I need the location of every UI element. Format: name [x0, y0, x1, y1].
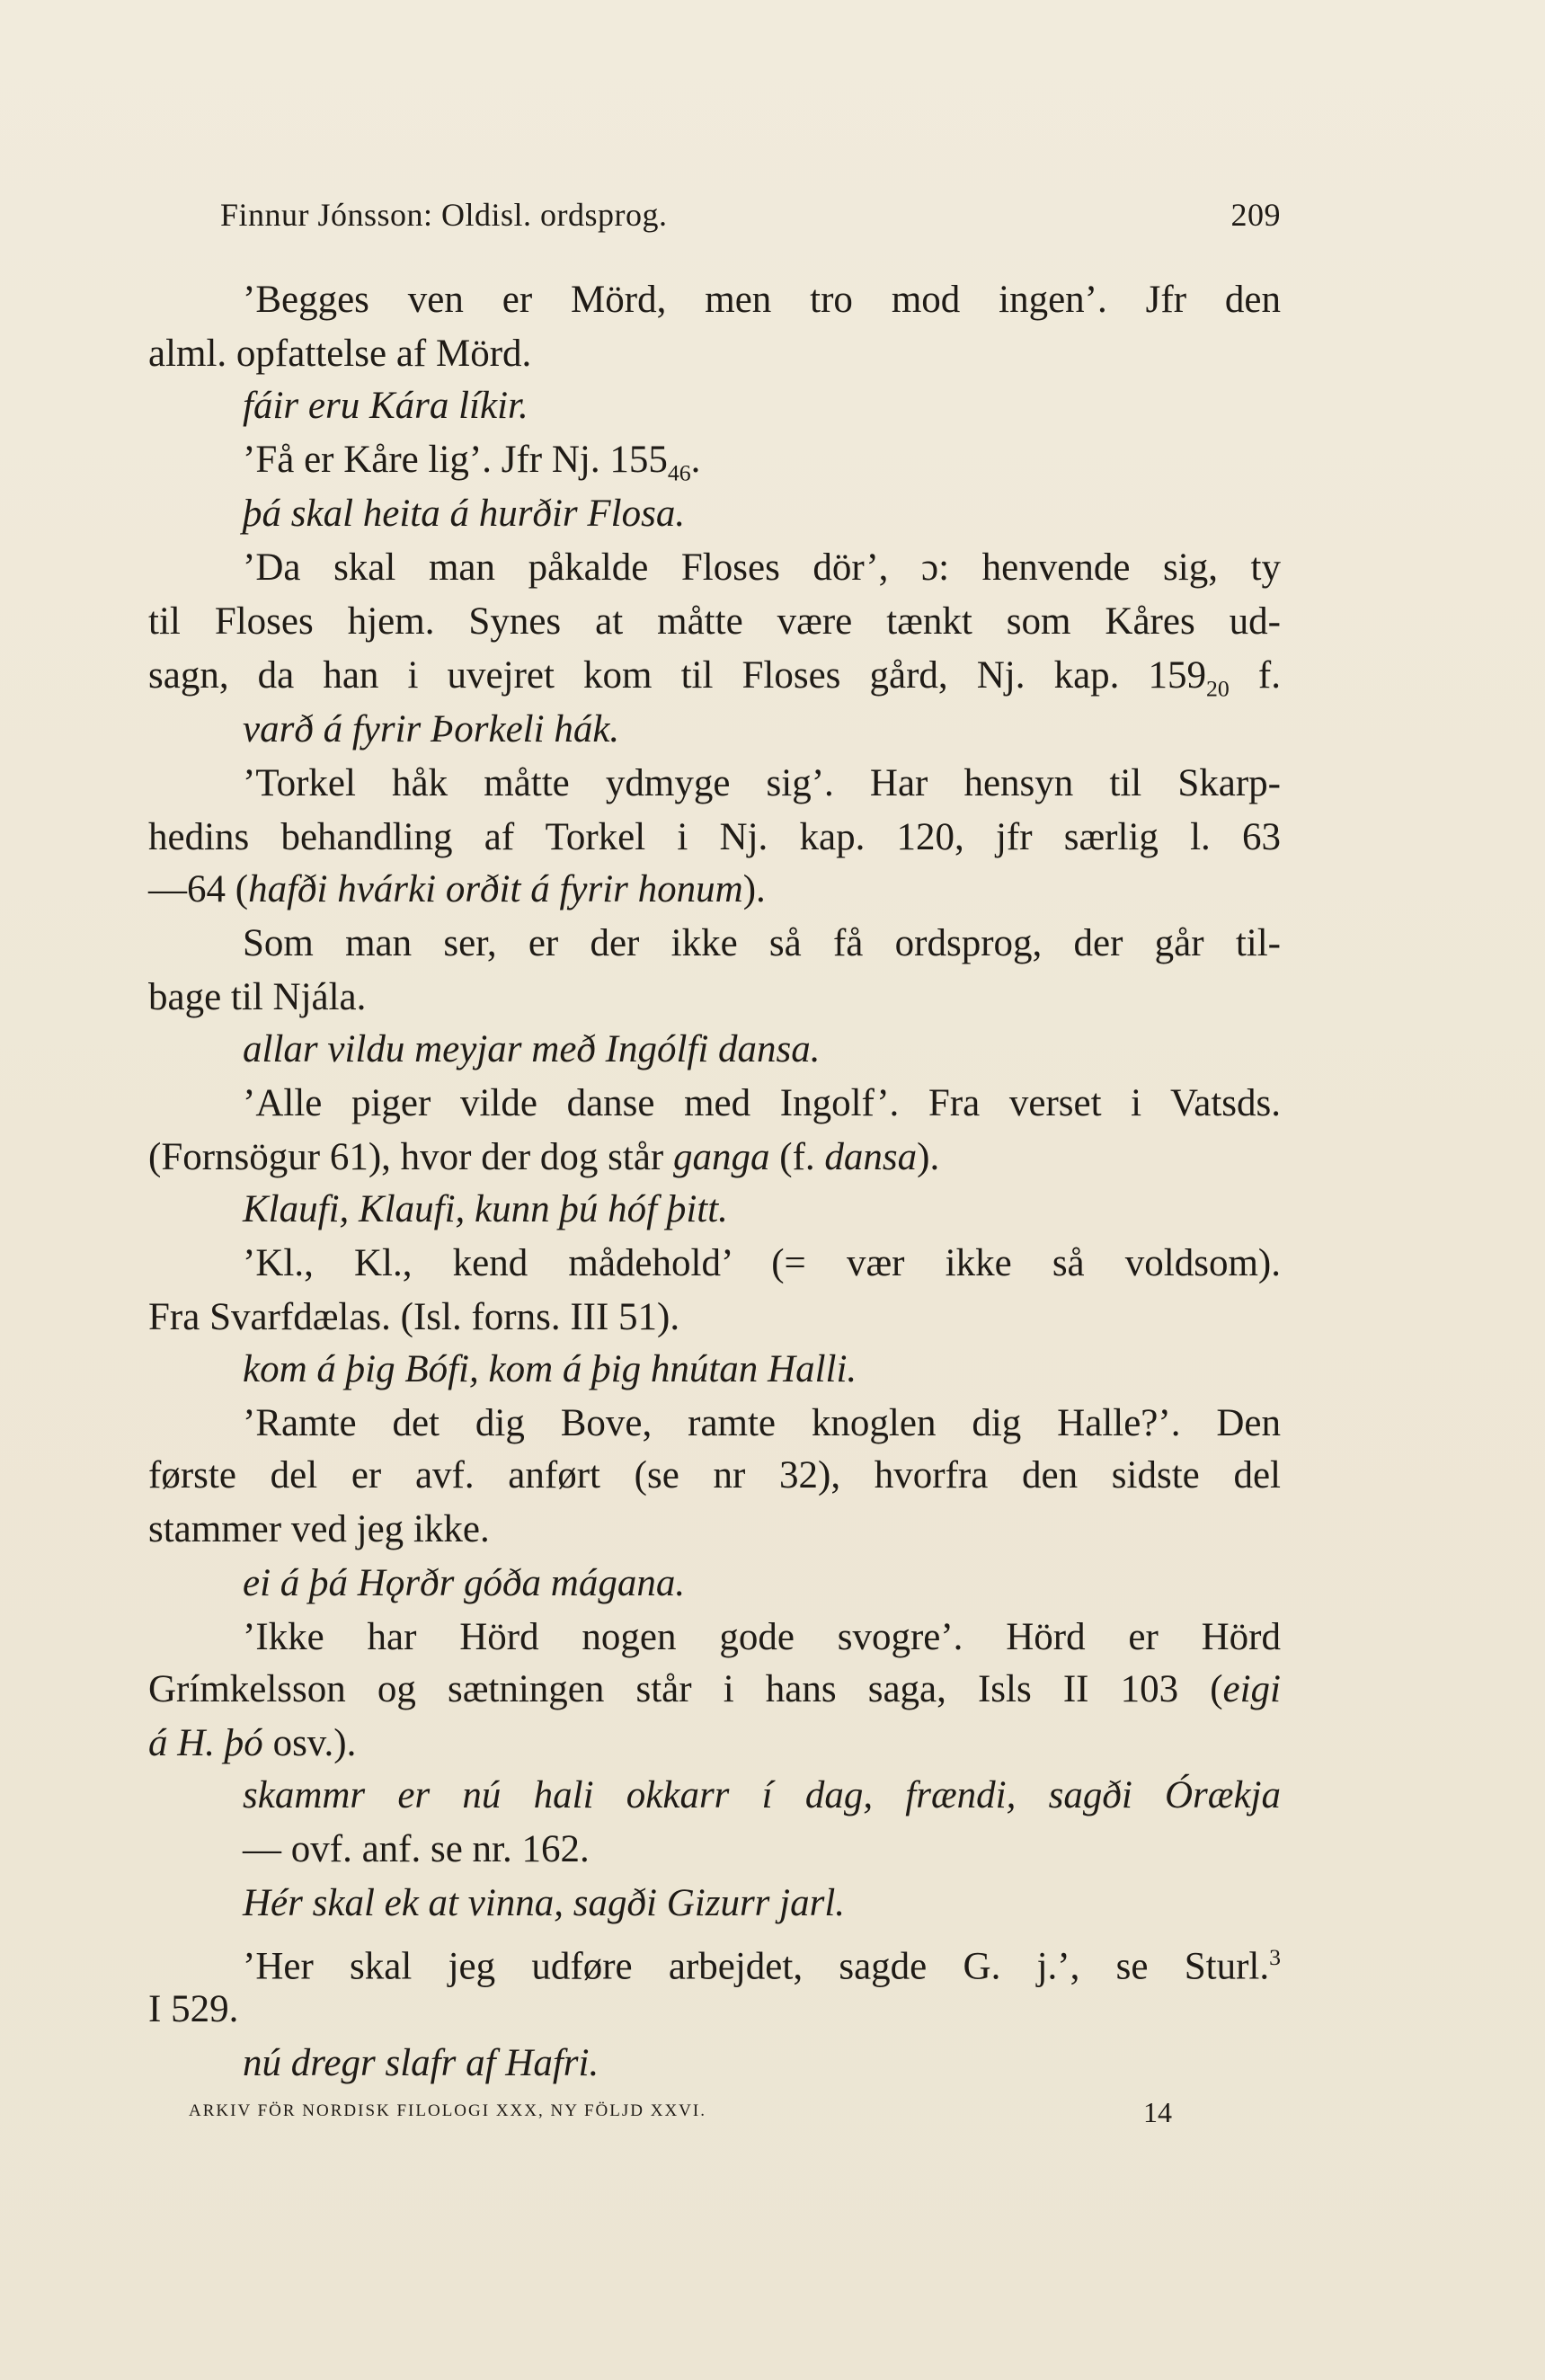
- proverb-line: allar vildu meyjar með Ingólfi dansa.: [243, 1028, 821, 1070]
- text-line: hedins behandling af Torkel i Nj. kap. 120, jfr særlig l. 63: [148, 816, 1281, 858]
- proverb-line: skammr er nú hali okkarr í dag, frændi, sagði Órækja: [243, 1774, 1281, 1816]
- text-line: I 529.: [148, 1988, 239, 2030]
- italic-segment: eigi: [1222, 1668, 1281, 1710]
- text-line: første del er avf. anført (se nr 32), hvorfra den sidste del: [148, 1454, 1281, 1496]
- text-line: — ovf. anf. se nr. 162.: [243, 1828, 590, 1870]
- proverb-line: fáir eru Kára líkir.: [243, 385, 528, 427]
- text-line: [148, 1132, 1281, 1183]
- text-line: [243, 1932, 1281, 1992]
- italic-segment: á H. þó: [148, 1722, 263, 1764]
- subscript: 20: [1206, 675, 1230, 702]
- italic-segment: hafði hvárki orðit á fyrir honum: [248, 868, 743, 910]
- text-line: ’Torkel håk måtte ydmyge sig’. Har hensyn til Skarp-: [243, 762, 1281, 804]
- proverb-line: þá skal heita á hurðir Flosa.: [243, 493, 686, 535]
- text-segment: Grímkelsson og sætningen står i hans saga, Isls II 103 (: [148, 1668, 1223, 1710]
- text-segment: ’Her skal jeg udføre arbejdet, sagde G. j.’, se Sturl.: [243, 1945, 1270, 1988]
- text-line: ’Ikke har Hörd nogen gode svogre’. Hörd er Hörd: [243, 1616, 1281, 1658]
- text-segment: f.: [1229, 654, 1281, 697]
- text-line: ’Begges ven er Mörd, men tro mod ingen’. Jfr den: [243, 279, 1281, 321]
- text-line: bage til Njála.: [148, 976, 367, 1018]
- page-number: 209: [1230, 197, 1281, 233]
- proverb-line: Klaufi, Klaufi, kunn þú hóf þitt.: [243, 1188, 728, 1230]
- text-segment: .: [690, 439, 701, 481]
- italic-segment: dansa: [824, 1136, 918, 1178]
- text-line: til Floses hjem. Synes at måtte være tænkt som Kåres ud-: [148, 600, 1281, 643]
- header-title: Finnur Jónsson: Oldisl. ordsprog.: [220, 197, 668, 233]
- italic-segment: ganga: [673, 1136, 770, 1178]
- text-segment: —64 (: [148, 868, 249, 910]
- text-segment: ).: [742, 868, 766, 910]
- text-line: [148, 1718, 1281, 1769]
- proverb-line: kom á þig Bófi, kom á þig hnútan Halli.: [243, 1348, 857, 1390]
- text-line: [148, 1665, 1281, 1715]
- text-line: ’Alle piger vilde danse med Ingolf’. Fra verset i Vatsds.: [243, 1082, 1281, 1124]
- text-line: [148, 865, 1281, 915]
- text-line: ’Da skal man påkalde Floses dör’, ɔ: henvende sig, ty: [243, 546, 1281, 589]
- text-line: stammer ved jeg ikke.: [148, 1508, 490, 1550]
- text-line: Fra Svarfdælas. (Isl. forns. III 51).: [148, 1296, 680, 1338]
- text-segment: sagn, da han i uvejret kom til Floses gård, Nj. kap. 159: [148, 654, 1207, 697]
- proverb-line: nú dregr slafr af Hafri.: [243, 2042, 599, 2084]
- text-segment: (Fornsögur 61), hvor der dog står: [148, 1136, 673, 1178]
- proverb-line: varð á fyrir Þorkeli hák.: [243, 708, 620, 750]
- subscript: 46: [667, 459, 691, 486]
- superscript: 3: [1269, 1944, 1281, 1970]
- footer-journal: ARKIV FÖR NORDISK FILOLOGI XXX, NY FÖLJD XXVI.: [189, 2101, 706, 2120]
- text-line: alml. opfattelse af Mörd.: [148, 333, 532, 375]
- text-segment: (f.: [769, 1136, 825, 1178]
- signature-number: 14: [1143, 2096, 1172, 2128]
- text-line: Som man ser, er der ikke så få ordsprog, der går til-: [243, 922, 1281, 964]
- text-line: ’Ramte det dig Bove, ramte knoglen dig Halle?’. Den: [243, 1402, 1281, 1444]
- text-line: ’Kl., Kl., kend mådehold’ (= vær ikke så voldsom).: [243, 1242, 1281, 1284]
- text-segment: ’Få er Kåre lig’. Jfr Nj. 155: [243, 439, 668, 481]
- proverb-line: ei á þá Hǫrðr góða mágana.: [243, 1562, 686, 1604]
- text-segment: osv.).: [262, 1722, 357, 1764]
- text-segment: ).: [917, 1136, 940, 1178]
- proverb-line: Hér skal ek at vinna, sagði Gizurr jarl.: [243, 1882, 846, 1924]
